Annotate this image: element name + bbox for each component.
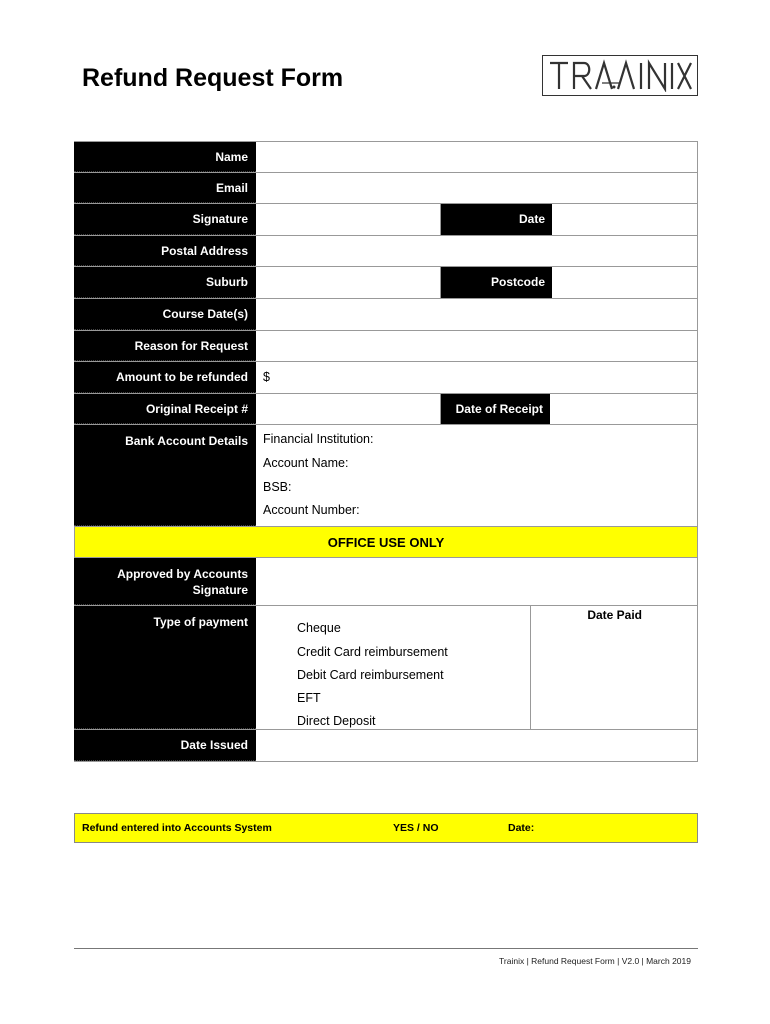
postcode-field[interactable] — [552, 267, 698, 298]
bank-institution: Financial Institution: — [263, 432, 374, 447]
email-label: Email — [74, 173, 256, 204]
bank-bsb: BSB: — [263, 479, 292, 494]
postal-address-row — [74, 236, 698, 268]
refund-form — [74, 141, 698, 762]
reason-label: Reason for Request — [74, 331, 256, 362]
payment-option-cheque[interactable]: Cheque — [297, 621, 341, 636]
dollar-sign: $ — [263, 370, 270, 385]
payment-option-debit-card[interactable]: Debit Card reimbursement — [297, 667, 444, 682]
name-row — [74, 141, 698, 173]
page-title: Refund Request Form — [82, 64, 344, 92]
signature-row — [74, 204, 698, 236]
postal-address-label: Postal Address — [74, 236, 256, 267]
name-label: Name — [74, 142, 256, 172]
date-paid-field[interactable] — [531, 606, 698, 729]
email-field[interactable] — [256, 173, 698, 204]
postcode-label: Postcode — [441, 267, 552, 298]
amount-row — [74, 362, 698, 394]
payment-option-credit-card[interactable]: Credit Card reimbursement — [297, 644, 448, 659]
payment-option-eft[interactable]: EFT — [297, 690, 321, 705]
amount-label: Amount to be refunded — [74, 362, 256, 393]
payment-option-direct-deposit[interactable]: Direct Deposit — [297, 714, 376, 729]
signature-field[interactable] — [256, 204, 441, 235]
date-field[interactable] — [552, 204, 698, 235]
approved-label — [74, 558, 256, 605]
footer-text: Trainix | Refund Request Form | V2.0 | March 2019 — [499, 956, 691, 966]
postal-address-field[interactable] — [256, 236, 698, 267]
payment-options — [256, 606, 531, 729]
footer-divider — [74, 948, 698, 949]
trainix-logo-mark — [546, 59, 694, 92]
course-dates-row — [74, 299, 698, 331]
payment-row — [74, 606, 698, 730]
bank-row — [74, 425, 698, 527]
office-use-heading: OFFICE USE ONLY — [74, 527, 698, 558]
trainix-logo — [542, 55, 698, 96]
approved-signature-field[interactable] — [256, 558, 698, 605]
date-paid-label: Date Paid — [587, 608, 642, 623]
accounts-system-label: Refund entered into Accounts System — [82, 822, 272, 834]
name-field[interactable] — [256, 142, 698, 172]
entered-date-label: Date: — [508, 822, 535, 834]
approved-label-line2: Signature — [192, 583, 248, 598]
signature-label: Signature — [74, 204, 256, 235]
approved-row — [74, 558, 698, 606]
date-label: Date — [441, 204, 552, 235]
bank-account-number: Account Number: — [263, 503, 360, 518]
receipt-date-label: Date of Receipt — [441, 394, 550, 425]
date-issued-label: Date Issued — [74, 730, 256, 761]
receipt-date-field[interactable] — [550, 394, 698, 425]
approved-label-line1: Approved by Accounts — [117, 567, 248, 582]
bank-account-name: Account Name: — [263, 455, 349, 470]
receipt-field[interactable] — [256, 394, 441, 425]
bank-label: Bank Account Details — [74, 425, 256, 526]
course-dates-label: Course Date(s) — [74, 299, 256, 330]
receipt-row — [74, 394, 698, 426]
suburb-row — [74, 267, 698, 299]
reason-field[interactable] — [256, 331, 698, 362]
accounts-system-bar — [74, 813, 698, 843]
bank-details-field[interactable] — [256, 425, 698, 526]
receipt-label: Original Receipt # — [74, 394, 256, 425]
date-issued-row — [74, 730, 698, 762]
course-dates-field[interactable] — [256, 299, 698, 330]
amount-field[interactable] — [256, 362, 698, 393]
date-issued-field[interactable] — [256, 730, 698, 761]
payment-type-label: Type of payment — [74, 606, 256, 729]
suburb-label: Suburb — [74, 267, 256, 298]
yes-no-option[interactable]: YES / NO — [393, 822, 439, 834]
email-row — [74, 173, 698, 205]
reason-row — [74, 331, 698, 363]
suburb-field[interactable] — [256, 267, 441, 298]
